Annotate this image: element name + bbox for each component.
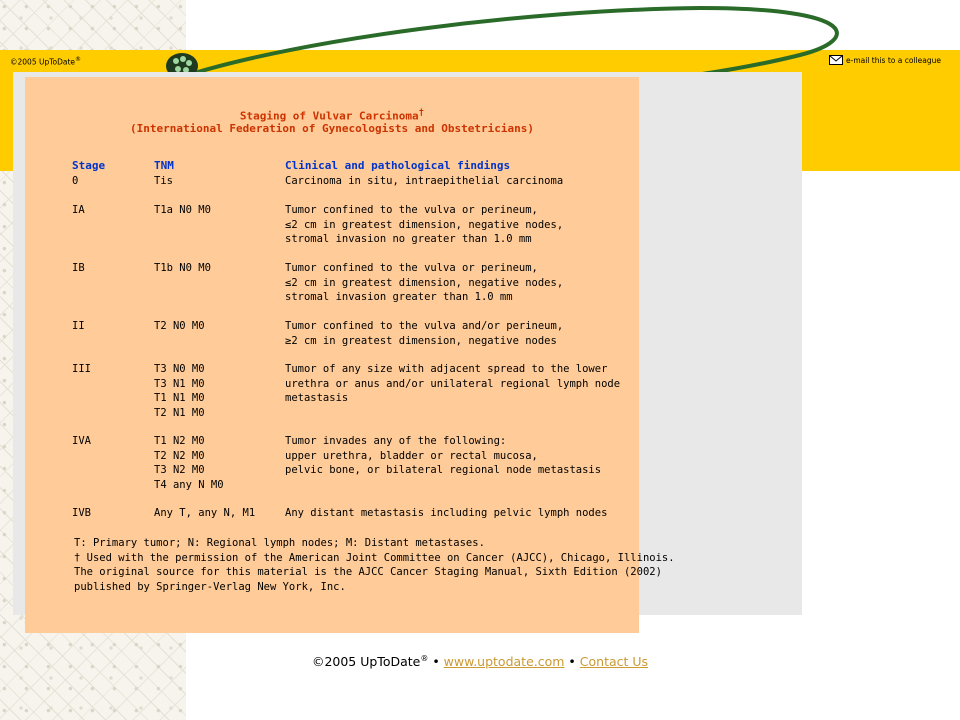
column-header-tnm: TNM <box>154 159 174 172</box>
row-4-findings: Tumor of any size with adjacent spread to the lower urethra or anus and/or unilateral regional lymph node metastasis <box>285 363 621 404</box>
contact-us-link[interactable]: Contact Us <box>579 654 649 670</box>
footnote-publisher: published by Springer-Verlag New York, Inc. <box>74 580 346 593</box>
row-3-findings: Tumor confined to the vulva and/or perineum, ≥2 cm in greatest dimension, negative nodes <box>285 320 564 347</box>
row-5-stage: IVA <box>72 435 91 447</box>
row-5-tnm: T1 N2 M0 T2 N2 M0 T3 N2 M0 T4 any N M0 <box>154 435 224 491</box>
row-4-tnm: T3 N0 M0 T3 N1 M0 T1 N1 M0 T2 N1 M0 <box>154 363 205 419</box>
row-6-findings: Any distant metastasis including pelvic lymph nodes <box>285 507 608 519</box>
footnote-abbreviations: T: Primary tumor; N: Regional lymph nodes; M: Distant metastases. <box>74 537 485 549</box>
row-1-tnm: T1a N0 M0 <box>154 204 211 216</box>
row-2-stage: IB <box>72 262 85 274</box>
table-title: Staging of Vulvar Carcinoma† <box>239 107 425 123</box>
row-1-findings: Tumor confined to the vulva or perineum, ≤2 cm in greatest dimension, negative nodes, stromal invasion no greater than 1.0 mm <box>285 204 564 245</box>
row-2-tnm: T1b N0 M0 <box>154 262 211 274</box>
email-label: e-mail this to a colleague <box>846 55 941 65</box>
column-header-findings: Clinical and pathological findings <box>285 159 511 172</box>
row-5-findings: Tumor invades any of the following: upper urethra, bladder or rectal mucosa, pelvic bone, or bilateral regional node metastasis <box>285 435 602 476</box>
row-3-tnm: T2 N0 M0 <box>154 320 205 332</box>
uptodate-website-link[interactable]: www.uptodate.com <box>443 654 565 670</box>
envelope-icon <box>829 55 843 65</box>
row-6-tnm: Any T, any N, M1 <box>154 507 256 519</box>
row-3-stage: II <box>72 320 85 332</box>
staging-table <box>25 77 675 633</box>
column-header-stage: Stage <box>72 159 106 172</box>
footer-copyright: ©2005 UpToDate <box>311 654 421 670</box>
row-0-tnm: Tis <box>154 175 173 187</box>
row-6-stage: IVB <box>72 507 91 519</box>
row-0-stage: 0 <box>72 175 79 187</box>
footnote-permission: † Used with the permission of the American Joint Committee on Cancer (AJCC), Chicago, Illinois. <box>74 551 675 564</box>
table-footnotes <box>74 536 675 594</box>
header-copyright: ©2005 UpToDate® <box>10 56 82 67</box>
row-1-stage: IA <box>72 204 85 216</box>
row-0-findings: Carcinoma in situ, intraepithelial carcinoma <box>285 175 564 187</box>
table-subtitle: (International Federation of Gynecologists and Obstetricians) <box>130 122 534 135</box>
row-4-stage: III <box>72 363 91 375</box>
page-footer: ©2005 UpToDate® • www.uptodate.com • Contact Us <box>311 654 649 670</box>
row-2-findings: Tumor confined to the vulva or perineum, ≤2 cm in greatest dimension, negative nodes, stromal invasion greater than 1.0 mm <box>285 262 564 303</box>
email-colleague-link[interactable] <box>829 55 941 65</box>
footnote-source: The original source for this material is the AJCC Cancer Staging Manual, Sixth Edition (2002) <box>74 566 662 578</box>
